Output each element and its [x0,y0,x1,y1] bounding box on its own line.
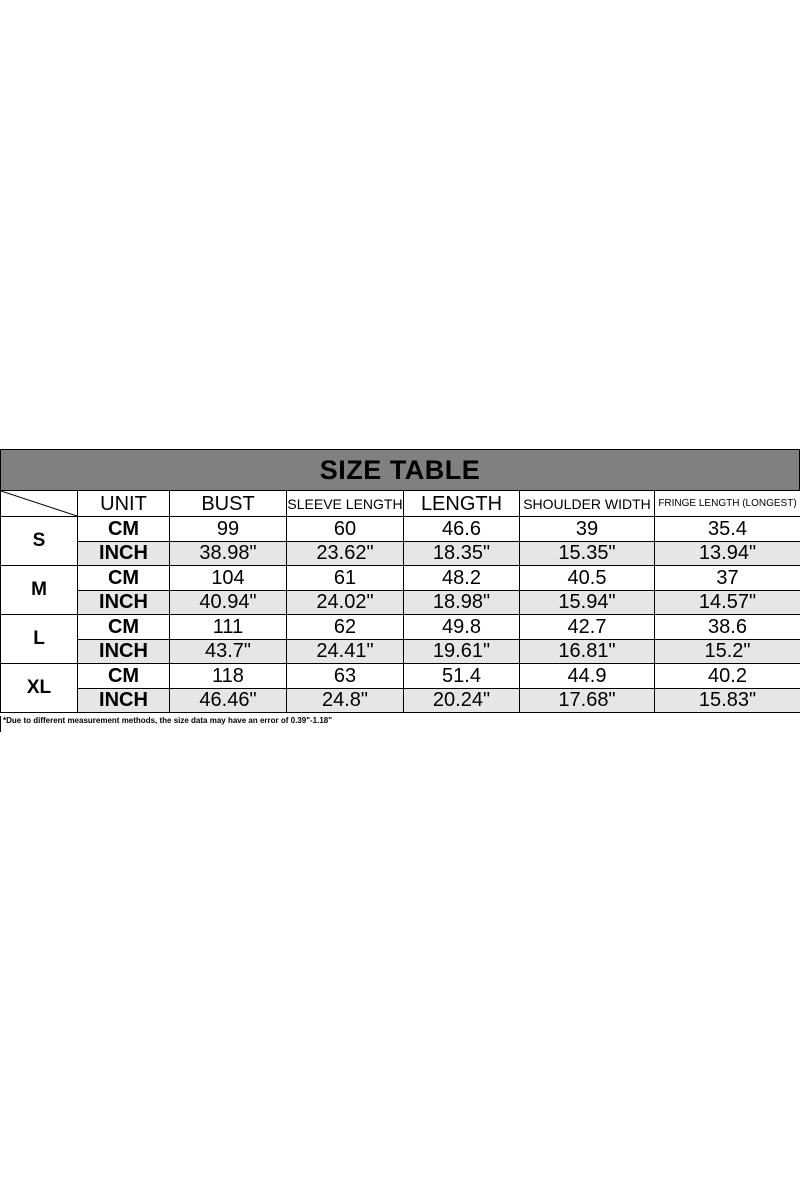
length-cell: 49.8 [404,615,520,640]
length-cell: 18.35" [404,541,520,566]
table-row [1,566,800,591]
sleeve-cell: 24.41" [287,639,404,664]
shoulder-cell: 40.5 [520,566,655,591]
unit-cell: CM [78,517,170,542]
shoulder-cell: 44.9 [520,664,655,689]
unit-cell: INCH [78,639,170,664]
fringe-cell: 14.57" [655,590,800,615]
header-fringe-length: FRINGE LENGTH (LONGEST) [655,491,800,517]
unit-cell: CM [78,615,170,640]
table-row [1,541,800,566]
header-length: LENGTH [404,491,520,517]
sleeve-cell: 62 [287,615,404,640]
length-cell: 51.4 [404,664,520,689]
sleeve-cell: 63 [287,664,404,689]
fringe-cell: 15.2" [655,639,800,664]
shoulder-cell: 17.68" [520,688,655,713]
bust-cell: 40.94" [170,590,287,615]
fringe-cell: 35.4 [655,517,800,542]
bust-cell: 43.7" [170,639,287,664]
shoulder-cell: 16.81" [520,639,655,664]
fringe-cell: 13.94" [655,541,800,566]
size-label: L [1,615,78,664]
bust-cell: 38.98" [170,541,287,566]
header-bust: BUST [170,491,287,517]
bust-cell: 46.46" [170,688,287,713]
fringe-cell: 15.83" [655,688,800,713]
sleeve-cell: 60 [287,517,404,542]
table-row [1,639,800,664]
header-sleeve-length: SLEEVE LENGTH [287,491,404,517]
diagonal-line-icon [1,491,77,516]
bust-cell: 111 [170,615,287,640]
unit-cell: INCH [78,688,170,713]
header-shoulder-width: SHOULDER WIDTH [520,491,655,517]
sleeve-cell: 24.8" [287,688,404,713]
fringe-cell: 37 [655,566,800,591]
size-table [0,490,800,713]
shoulder-cell: 42.7 [520,615,655,640]
unit-cell: CM [78,664,170,689]
table-row [1,664,800,689]
length-cell: 46.6 [404,517,520,542]
table-row [1,688,800,713]
shoulder-cell: 15.94" [520,590,655,615]
length-cell: 20.24" [404,688,520,713]
bust-cell: 99 [170,517,287,542]
fringe-cell: 38.6 [655,615,800,640]
length-cell: 19.61" [404,639,520,664]
corner-cell [1,491,78,517]
bust-cell: 118 [170,664,287,689]
table-row [1,517,800,542]
size-label: XL [1,664,78,713]
fringe-cell: 40.2 [655,664,800,689]
header-unit: UNIT [78,491,170,517]
header-row [1,491,800,517]
table-row [1,615,800,640]
table-row [1,590,800,615]
size-label: S [1,517,78,566]
sleeve-cell: 24.02" [287,590,404,615]
length-cell: 18.98" [404,590,520,615]
sleeve-cell: 61 [287,566,404,591]
size-table-sheet [0,449,800,732]
unit-cell: CM [78,566,170,591]
length-cell: 48.2 [404,566,520,591]
size-label: M [1,566,78,615]
measurement-note: *Due to different measurement methods, the size data may have an error of 0.39"-1.18" [0,716,800,732]
unit-cell: INCH [78,541,170,566]
unit-cell: INCH [78,590,170,615]
bust-cell: 104 [170,566,287,591]
table-title: SIZE TABLE [0,449,800,490]
shoulder-cell: 39 [520,517,655,542]
sleeve-cell: 23.62" [287,541,404,566]
shoulder-cell: 15.35" [520,541,655,566]
